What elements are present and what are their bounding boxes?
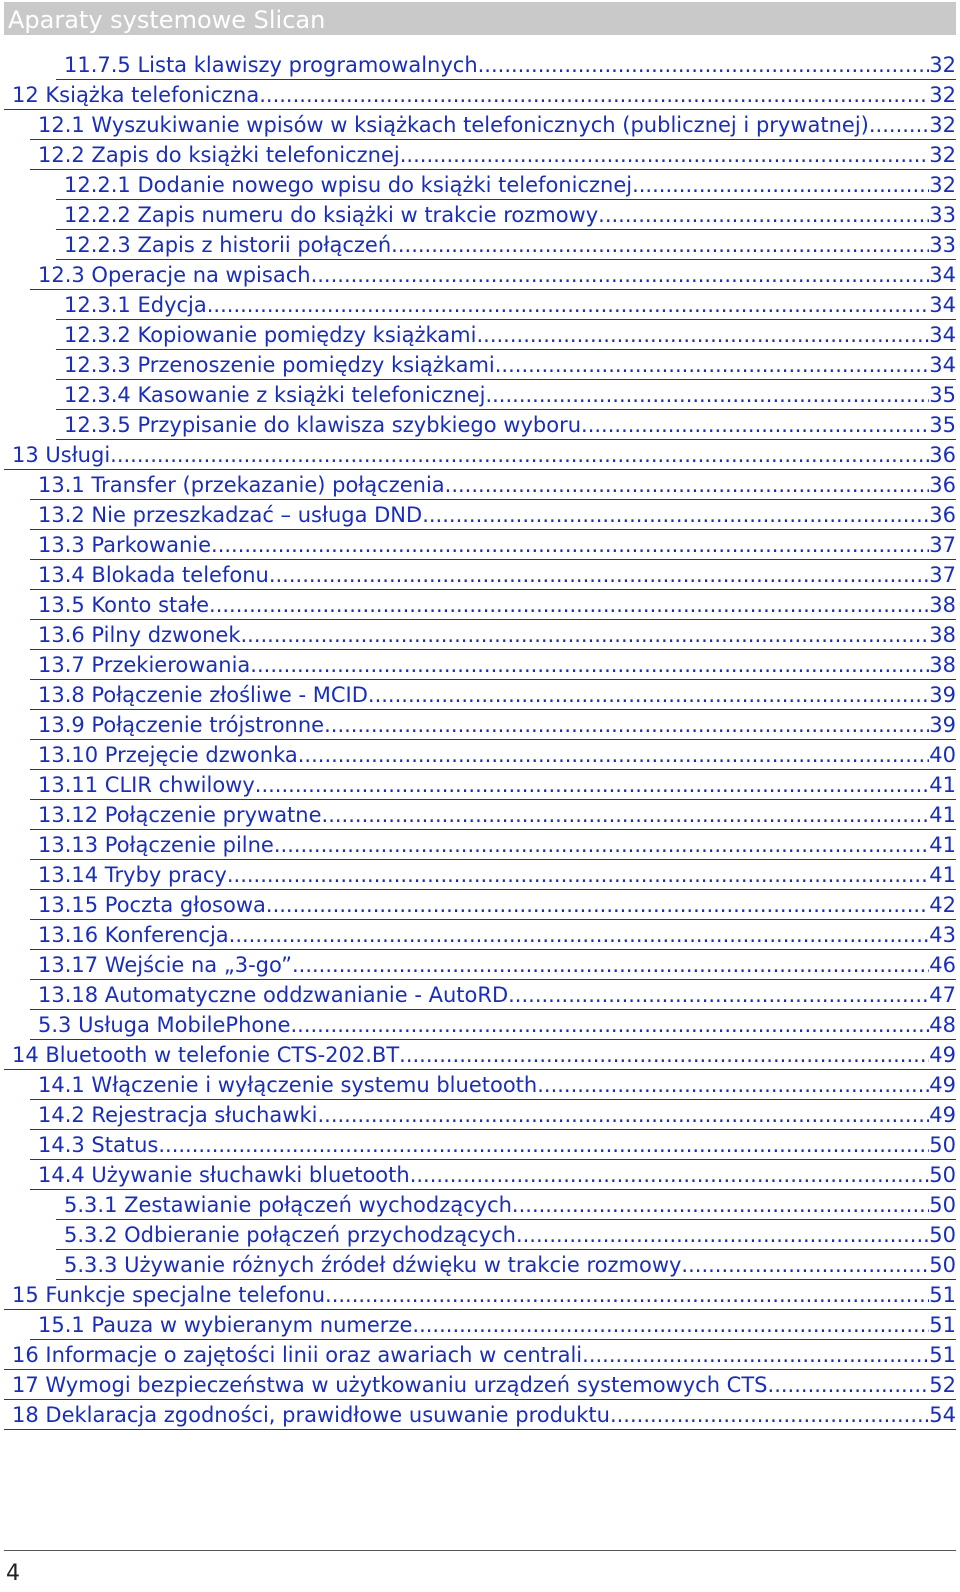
toc-entry[interactable] bbox=[30, 980, 956, 1010]
toc-leader-dots bbox=[582, 1340, 929, 1370]
toc-entry[interactable] bbox=[30, 710, 956, 740]
toc-entry-page: 49 bbox=[929, 1043, 956, 1067]
toc-leader-dots bbox=[399, 1040, 929, 1070]
toc-entry[interactable] bbox=[30, 500, 956, 530]
toc-leader-dots bbox=[512, 1190, 929, 1220]
toc-leader-dots bbox=[298, 740, 930, 770]
toc-entry-title: 5.3.1 Zestawianie połączeń wychodzących bbox=[64, 1193, 512, 1217]
toc-entry[interactable] bbox=[30, 530, 956, 560]
toc-entry-title: 12.3.1 Edycja bbox=[64, 293, 207, 317]
toc-entry[interactable] bbox=[56, 1190, 956, 1220]
toc-entry[interactable] bbox=[30, 620, 956, 650]
toc-entry-title: 13.7 Przekierowania bbox=[38, 653, 251, 677]
toc-leader-dots bbox=[422, 500, 929, 530]
toc-entry-page: 54 bbox=[929, 1403, 956, 1427]
toc-entry-page: 32 bbox=[929, 83, 956, 107]
header-title: Aparaty systemowe Slican bbox=[8, 6, 326, 34]
toc-leader-dots bbox=[292, 950, 929, 980]
toc-entry-title: 14.2 Rejestracja słuchawki bbox=[38, 1103, 318, 1127]
toc-leader-dots bbox=[229, 920, 930, 950]
toc-entry-title: 5.3.3 Używanie różnych źródeł dźwięku w trakcie rozmowy bbox=[64, 1253, 682, 1277]
toc-entry-page: 39 bbox=[929, 683, 956, 707]
toc-entry-title: 13.2 Nie przeszkadzać – usługa DND bbox=[38, 503, 423, 527]
toc-entry[interactable] bbox=[30, 680, 956, 710]
toc-entry-page: 49 bbox=[929, 1103, 956, 1127]
toc-leader-dots bbox=[537, 1070, 929, 1100]
toc-leader-dots bbox=[269, 560, 929, 590]
toc-entry-title: 12 Książka telefoniczna bbox=[12, 83, 260, 107]
toc-entry[interactable] bbox=[30, 110, 956, 140]
toc-entry-title: 12.3 Operacje na wpisach bbox=[38, 263, 311, 287]
toc-entry-page: 46 bbox=[929, 953, 956, 977]
toc-leader-dots bbox=[869, 110, 929, 140]
running-header bbox=[4, 2, 956, 35]
toc-leader-dots bbox=[516, 1220, 929, 1250]
toc-leader-dots bbox=[324, 710, 929, 740]
toc-entry-title: 12.2.2 Zapis numeru do książki w trakcie rozmowy bbox=[64, 203, 599, 227]
toc-entry-page: 32 bbox=[929, 143, 956, 167]
toc-entry[interactable] bbox=[30, 920, 956, 950]
toc-leader-dots bbox=[207, 290, 930, 320]
toc-entry[interactable] bbox=[30, 740, 956, 770]
toc-entry-title: 15 Funkcje specjalne telefonu bbox=[12, 1283, 326, 1307]
toc-entry-title: 13.16 Konferencja bbox=[38, 923, 229, 947]
toc-leader-dots bbox=[274, 830, 929, 860]
toc-leader-dots bbox=[610, 1400, 929, 1430]
toc-leader-dots bbox=[290, 1010, 929, 1040]
toc-leader-dots bbox=[681, 1250, 929, 1280]
toc-entry-page: 35 bbox=[929, 383, 956, 407]
toc-leader-dots bbox=[158, 1130, 929, 1160]
toc-entry-title: 13.8 Połączenie złośliwe - MCID bbox=[38, 683, 368, 707]
toc-entry-title: 14.1 Włączenie i wyłączenie systemu bluetooth bbox=[38, 1073, 538, 1097]
toc-entry-title: 12.2.3 Zapis z historii połączeń bbox=[64, 233, 392, 257]
toc-entry-title: 13.6 Pilny dzwonek bbox=[38, 623, 241, 647]
toc-entry-page: 32 bbox=[929, 173, 956, 197]
toc-entry[interactable] bbox=[56, 170, 956, 200]
toc-entry[interactable] bbox=[56, 290, 956, 320]
toc-entry[interactable] bbox=[30, 950, 956, 980]
toc-leader-dots bbox=[311, 260, 930, 290]
toc-entry-page: 42 bbox=[929, 893, 956, 917]
toc-entry-title: 13.14 Tryby pracy bbox=[38, 863, 227, 887]
toc-entry[interactable] bbox=[30, 140, 956, 170]
toc-entry-page: 41 bbox=[929, 833, 956, 857]
toc-entry-page: 33 bbox=[929, 203, 956, 227]
toc-entry-title: 12.1 Wyszukiwanie wpisów w książkach telefonicznych (publicznej i prywatnej) bbox=[38, 113, 869, 137]
footer-divider bbox=[4, 1550, 956, 1551]
toc-entry[interactable] bbox=[56, 350, 956, 380]
toc-leader-dots bbox=[322, 800, 930, 830]
toc-leader-dots bbox=[768, 1370, 930, 1400]
toc-entry[interactable] bbox=[4, 1370, 956, 1400]
toc-entry-title: 13.1 Transfer (przekazanie) połączenia bbox=[38, 473, 445, 497]
toc-entry-page: 41 bbox=[929, 773, 956, 797]
toc-entry-title: 13.11 CLIR chwilowy bbox=[38, 773, 255, 797]
toc-leader-dots bbox=[495, 350, 930, 380]
toc-entry[interactable] bbox=[56, 230, 956, 260]
toc-entry[interactable] bbox=[30, 1010, 956, 1040]
toc-entry-title: 5.3 Usługa MobilePhone bbox=[38, 1013, 291, 1037]
toc-entry-title: 18 Deklaracja zgodności, prawidłowe usuwanie produktu bbox=[12, 1403, 610, 1427]
toc-leader-dots bbox=[110, 440, 929, 470]
toc-entry-page: 34 bbox=[929, 323, 956, 347]
toc-entry-title: 12.3.2 Kopiowanie pomiędzy książkami bbox=[64, 323, 477, 347]
toc-entry[interactable] bbox=[4, 1040, 956, 1070]
toc-leader-dots bbox=[508, 980, 929, 1010]
toc-entry-page: 41 bbox=[929, 803, 956, 827]
toc-entry-page: 34 bbox=[929, 293, 956, 317]
toc-entry-title: 17 Wymogi bezpieczeństwa w użytkowaniu urządzeń systemowych CTS bbox=[12, 1373, 768, 1397]
toc-entry-page: 36 bbox=[929, 473, 956, 497]
toc-entry-page: 43 bbox=[929, 923, 956, 947]
toc-entry-title: 11.7.5 Lista klawiszy programowalnych bbox=[64, 53, 478, 77]
toc-leader-dots bbox=[227, 860, 929, 890]
toc-leader-dots bbox=[211, 530, 929, 560]
toc-entry-title: 14.3 Status bbox=[38, 1133, 159, 1157]
toc-leader-dots bbox=[240, 620, 929, 650]
toc-entry-title: 12.2 Zapis do książki telefonicznej bbox=[38, 143, 400, 167]
toc-entry-title: 13.18 Automatyczne oddzwanianie - AutoRD bbox=[38, 983, 509, 1007]
toc-leader-dots bbox=[445, 470, 930, 500]
toc-entry-page: 50 bbox=[929, 1193, 956, 1217]
toc-entry-title: 13.13 Połączenie pilne bbox=[38, 833, 274, 857]
toc-leader-dots bbox=[368, 680, 929, 710]
toc-entry[interactable] bbox=[30, 650, 956, 680]
toc-entry-page: 51 bbox=[929, 1343, 956, 1367]
toc-entry[interactable] bbox=[30, 260, 956, 290]
toc-entry-title: 14 Bluetooth w telefonie CTS-202.BT bbox=[12, 1043, 400, 1067]
toc-entry-title: 13.9 Połączenie trójstronne bbox=[38, 713, 325, 737]
toc-entry[interactable] bbox=[4, 1400, 956, 1430]
toc-entry-page: 32 bbox=[929, 113, 956, 137]
toc-leader-dots bbox=[255, 770, 929, 800]
toc-entry-page: 37 bbox=[929, 563, 956, 587]
page-number: 4 bbox=[6, 1561, 20, 1586]
toc-leader-dots bbox=[250, 650, 929, 680]
toc-entry[interactable] bbox=[30, 1100, 956, 1130]
toc-entry[interactable] bbox=[56, 50, 956, 80]
toc-entry[interactable] bbox=[30, 830, 956, 860]
toc-entry-title: 13.10 Przejęcie dzwonka bbox=[38, 743, 298, 767]
toc-entry-title: 16 Informacje o zajętości linii oraz awariach w centrali bbox=[12, 1343, 583, 1367]
toc-entry-page: 49 bbox=[929, 1073, 956, 1097]
toc-entry-page: 39 bbox=[929, 713, 956, 737]
toc-leader-dots bbox=[476, 320, 929, 350]
toc-entry-title: 15.1 Pauza w wybieranym numerze bbox=[38, 1313, 413, 1337]
toc-entry[interactable] bbox=[30, 1070, 956, 1100]
toc-entry-title: 13.12 Połączenie prywatne bbox=[38, 803, 322, 827]
toc-entry-page: 52 bbox=[929, 1373, 956, 1397]
toc-leader-dots bbox=[632, 170, 929, 200]
toc-entry[interactable] bbox=[30, 1310, 956, 1340]
toc-leader-dots bbox=[412, 1310, 929, 1340]
toc-leader-dots bbox=[317, 1100, 929, 1130]
toc-leader-dots bbox=[400, 140, 930, 170]
toc-entry-title: 14.4 Używanie słuchawki bluetooth bbox=[38, 1163, 410, 1187]
toc-entry-title: 12.3.4 Kasowanie z książki telefonicznej bbox=[64, 383, 486, 407]
toc-entry-page: 50 bbox=[929, 1223, 956, 1247]
toc-entry-title: 12.2.1 Dodanie nowego wpisu do książki telefonicznej bbox=[64, 173, 633, 197]
toc-entry-page: 34 bbox=[929, 353, 956, 377]
toc-entry[interactable] bbox=[30, 1130, 956, 1160]
toc-entry[interactable] bbox=[30, 470, 956, 500]
toc-entry-page: 50 bbox=[929, 1133, 956, 1157]
toc-entry-page: 50 bbox=[929, 1253, 956, 1277]
toc-entry[interactable] bbox=[56, 1250, 956, 1280]
toc-entry[interactable] bbox=[30, 800, 956, 830]
toc-entry[interactable] bbox=[30, 590, 956, 620]
toc-entry-title: 13.15 Poczta głosowa bbox=[38, 893, 266, 917]
toc-leader-dots bbox=[209, 590, 929, 620]
toc-leader-dots bbox=[266, 890, 929, 920]
toc-entry[interactable] bbox=[4, 1280, 956, 1310]
toc-entry-page: 37 bbox=[929, 533, 956, 557]
toc-entry-title: 13.4 Blokada telefonu bbox=[38, 563, 269, 587]
toc-leader-dots bbox=[478, 50, 930, 80]
toc-entry[interactable] bbox=[4, 1340, 956, 1370]
toc-leader-dots bbox=[259, 80, 929, 110]
toc-entry-title: 5.3.2 Odbieranie połączeń przychodzących bbox=[64, 1223, 516, 1247]
toc-entry-page: 40 bbox=[929, 743, 956, 767]
toc-entry-page: 38 bbox=[929, 593, 956, 617]
toc-entry-page: 32 bbox=[929, 53, 956, 77]
toc-entry-page: 36 bbox=[929, 503, 956, 527]
toc-entry-page: 48 bbox=[929, 1013, 956, 1037]
toc-entry-title: 13.3 Parkowanie bbox=[38, 533, 212, 557]
toc-entry-title: 13.5 Konto stałe bbox=[38, 593, 210, 617]
toc-leader-dots bbox=[391, 230, 929, 260]
toc-entry[interactable] bbox=[56, 380, 956, 410]
toc-entry-title: 12.3.3 Przenoszenie pomiędzy książkami bbox=[64, 353, 495, 377]
toc-entry-title: 13.17 Wejście na „3-go” bbox=[38, 953, 292, 977]
toc-entry-page: 50 bbox=[929, 1163, 956, 1187]
toc-leader-dots bbox=[325, 1280, 929, 1310]
toc-entry-page: 38 bbox=[929, 653, 956, 677]
toc-leader-dots bbox=[598, 200, 929, 230]
toc-entry[interactable] bbox=[30, 890, 956, 920]
toc-entry[interactable] bbox=[30, 860, 956, 890]
toc-entry[interactable] bbox=[56, 200, 956, 230]
toc-entry-title: 13 Usługi bbox=[12, 443, 111, 467]
toc-entry[interactable] bbox=[56, 320, 956, 350]
toc-entry-page: 35 bbox=[929, 413, 956, 437]
toc-entry[interactable] bbox=[56, 410, 956, 440]
toc-leader-dots bbox=[581, 410, 929, 440]
toc-entry-page: 47 bbox=[929, 983, 956, 1007]
toc-entry[interactable] bbox=[4, 80, 956, 110]
toc-entry[interactable] bbox=[4, 440, 956, 470]
toc-entry[interactable] bbox=[56, 1220, 956, 1250]
toc-entry-page: 34 bbox=[929, 263, 956, 287]
toc-entry-page: 38 bbox=[929, 623, 956, 647]
toc-leader-dots bbox=[485, 380, 929, 410]
toc-entry-page: 41 bbox=[929, 863, 956, 887]
toc-entry-page: 36 bbox=[929, 443, 956, 467]
toc-entry[interactable] bbox=[30, 560, 956, 590]
toc-leader-dots bbox=[410, 1160, 930, 1190]
toc-entry[interactable] bbox=[30, 1160, 956, 1190]
toc-entry-page: 51 bbox=[929, 1313, 956, 1337]
toc-entry-page: 33 bbox=[929, 233, 956, 257]
toc-entry-page: 51 bbox=[929, 1283, 956, 1307]
toc-entry[interactable] bbox=[30, 770, 956, 800]
toc-entry-title: 12.3.5 Przypisanie do klawisza szybkiego wyboru bbox=[64, 413, 582, 437]
